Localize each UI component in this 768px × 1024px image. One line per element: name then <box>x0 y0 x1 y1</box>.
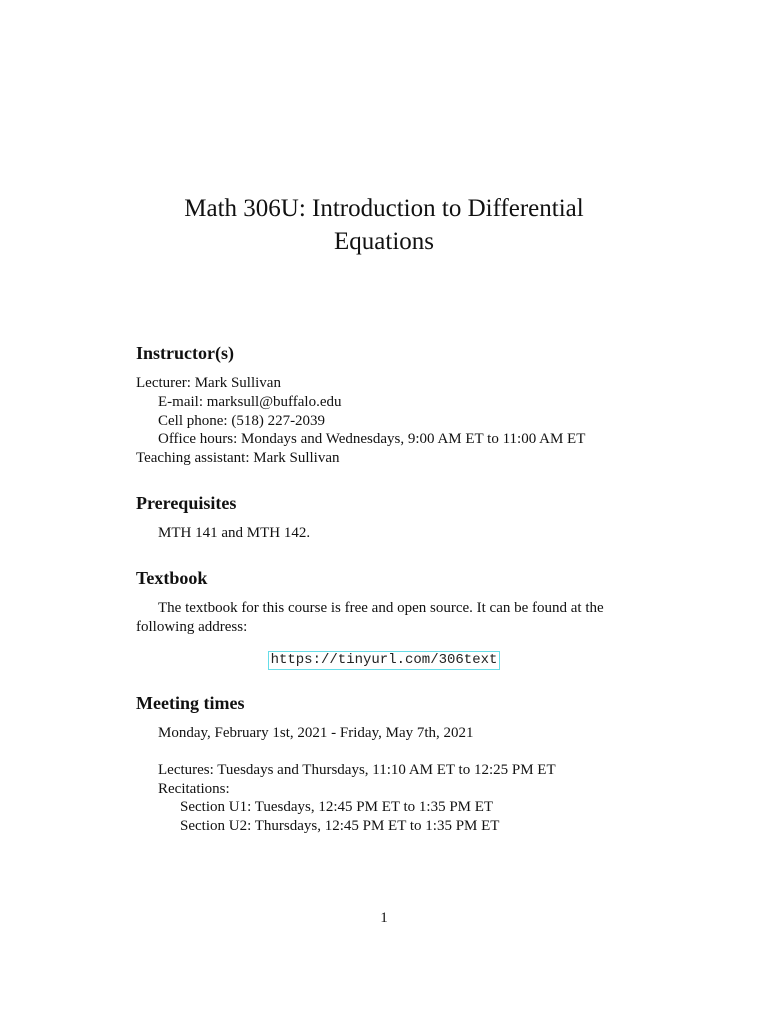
prerequisites-heading: Prerequisites <box>136 493 237 513</box>
section-u1-text: Section U1: Tuesdays, 12:45 PM ET to 1:35 PM ET <box>180 799 494 815</box>
office-hours-text: Office hours: Mondays and Wednesdays, 9:00 AM ET to 11:00 AM ET <box>158 431 586 447</box>
email-text: E-mail: marksull@buffalo.edu <box>158 394 342 410</box>
recitations-label: Recitations: <box>158 781 230 797</box>
prerequisites-text: MTH 141 and MTH 142. <box>158 525 311 541</box>
textbook-link[interactable]: https://tinyurl.com/306text <box>268 651 501 670</box>
semester-dates-text: Monday, February 1st, 2021 - Friday, May 7th, 2021 <box>158 725 474 741</box>
document-title-line-1: Math 306U: Introduction to Differential <box>184 195 584 222</box>
section-u2-text: Section U2: Thursdays, 12:45 PM ET to 1:35 PM ET <box>180 818 500 834</box>
instructors-heading: Instructor(s) <box>136 343 234 363</box>
textbook-heading: Textbook <box>136 568 208 588</box>
lectures-text: Lectures: Tuesdays and Thursdays, 11:10 AM ET to 12:25 PM ET <box>158 762 556 778</box>
phone-text: Cell phone: (518) 227-2039 <box>158 413 326 429</box>
textbook-line-1: The textbook for this course is free and open source. It can be found at the <box>158 600 604 616</box>
page-number: 1 <box>380 910 388 926</box>
document-title-line-2: Equations <box>334 228 434 255</box>
textbook-link-container <box>0 650 768 670</box>
textbook-line-2: following address: <box>136 619 248 635</box>
teaching-assistant-text: Teaching assistant: Mark Sullivan <box>136 450 340 466</box>
meeting-times-heading: Meeting times <box>136 693 245 713</box>
lecturer-text: Lecturer: Mark Sullivan <box>136 375 281 391</box>
